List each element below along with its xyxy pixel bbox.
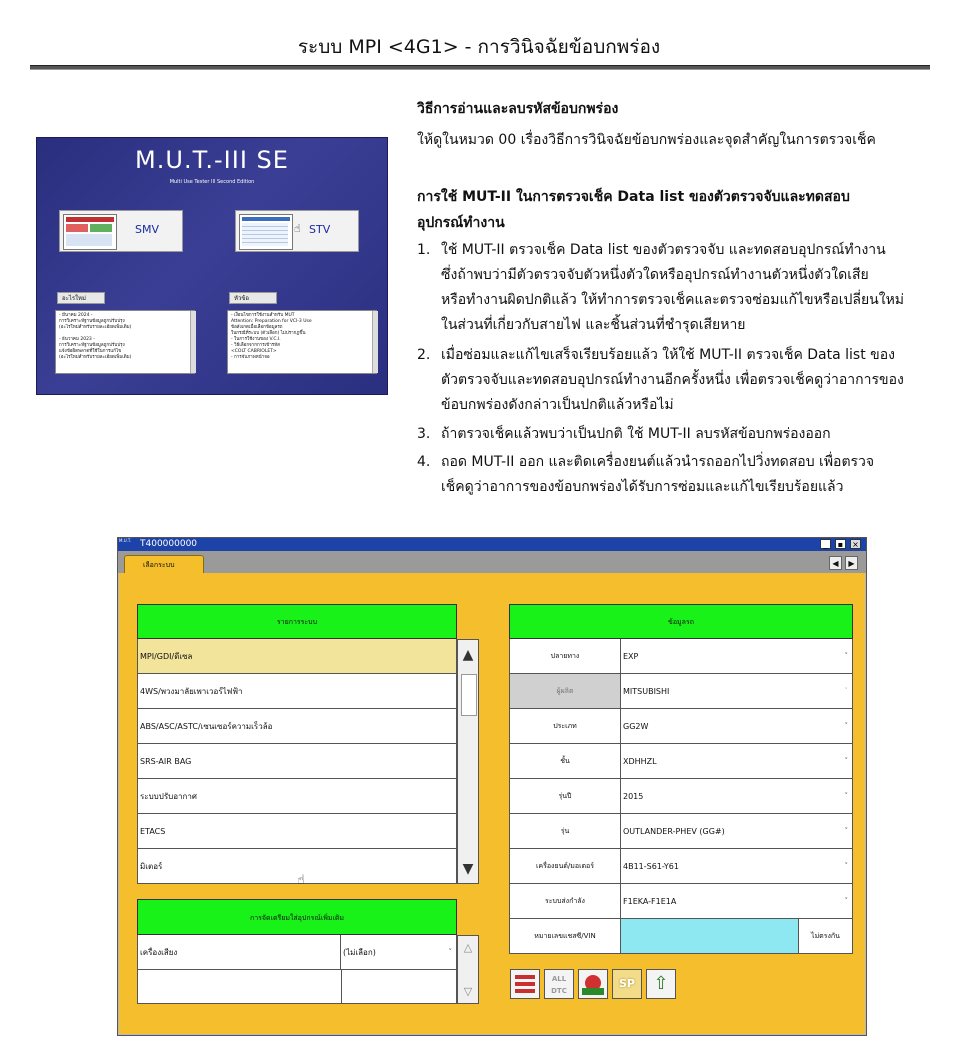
type-value: GG2W <box>623 722 649 731</box>
news-scrollbar[interactable] <box>190 311 196 373</box>
class-select[interactable] <box>621 744 853 779</box>
section1-body: ให้ดูในหมวด 00 เรื่องวิธีการวินิจฉัยข้อบกพร่องและจุดสำคัญในการตรวจเช็ค <box>417 132 876 148</box>
special-function-icon[interactable]: SP <box>612 969 642 999</box>
scroll-down-icon[interactable]: ▽ <box>463 985 473 998</box>
accessory-label: เครื่องเสียง <box>137 935 341 970</box>
upload-icon[interactable]: ⇧ <box>646 969 676 999</box>
accessory-scrollbar[interactable] <box>457 935 479 1004</box>
stv-label: STV <box>309 223 331 236</box>
document-title: ระบบ MPI <4G1> - การวินิจฉัยข้อบกพร่อง <box>297 36 661 58</box>
window-titlebar <box>118 538 866 551</box>
vin-label: หมายเลขแชสซี/VIN <box>509 919 621 954</box>
section2-title-line1: การใช้ MUT-II ในการตรวจเช็ค Data list ของตัวตรวจจับและทดสอบ <box>417 189 850 205</box>
tab-strip <box>118 551 866 573</box>
section1-title: วิธีการอ่านและลบรหัสข้อบกพร่อง <box>417 101 619 117</box>
destination-label: ปลายทาง <box>509 639 621 674</box>
mut-title: M.U.T.-III SE <box>135 146 289 174</box>
tab-prev-arrow-icon[interactable]: ◀ <box>829 556 842 570</box>
manufacturer-label: ผู้ผลิต <box>509 674 621 709</box>
chevron-down-icon: ˅ <box>844 757 848 765</box>
model-select[interactable] <box>621 814 853 849</box>
accessory-select[interactable] <box>341 935 457 970</box>
chevron-down-icon: ˅ <box>844 897 848 905</box>
topics-scrollbar[interactable] <box>372 311 378 373</box>
tab-select-system[interactable]: เลือกระบบ <box>124 555 204 573</box>
step-2-number: 2. <box>417 347 431 363</box>
model-year-label: รุ่นปี <box>509 779 621 814</box>
step-2-line-2: ตัวตรวจจับและทดสอบอุปกรณ์ทำงานอีกครั้งหนึ่ง เพื่อตรวจเช็คดูว่าอาการของ <box>441 372 904 388</box>
smv-thumbnail <box>63 214 117 250</box>
all-dtc-icon[interactable]: ALL DTC <box>544 969 574 999</box>
manufacturer-value: MITSUBISHI <box>623 687 670 696</box>
smv-label: SMV <box>135 223 159 236</box>
system-row-meter[interactable]: มิเตอร์ <box>137 849 457 884</box>
scroll-thumb[interactable] <box>461 674 477 716</box>
accessory-empty-row[interactable] <box>137 970 457 1004</box>
topics-label: หัวข้อ <box>229 292 277 304</box>
system-row-abs[interactable]: ABS/ASC/ASTC/เซนเซอร์ความเร็วล้อ <box>137 709 457 744</box>
destination-select[interactable] <box>621 639 853 674</box>
news-label: อะไรใหม่ <box>57 292 105 304</box>
tab-next-arrow-icon[interactable]: ▶ <box>845 556 858 570</box>
type-select[interactable] <box>621 709 853 744</box>
step-4-number: 4. <box>417 454 431 470</box>
system-row-mpi[interactable]: MPI/GDI/ดีเซล <box>137 639 457 674</box>
manufacturer-select <box>621 674 853 709</box>
close-button[interactable]: × <box>850 539 861 549</box>
minimize-button[interactable]: _ <box>820 539 831 549</box>
mut-splash-screenshot <box>36 137 388 395</box>
chevron-down-icon: ˅ <box>844 652 848 660</box>
step-1-line-4: ในส่วนที่เกี่ยวกับสายไฟ และชิ้นส่วนที่ชำรุดเสียหาย <box>441 317 746 333</box>
stv-thumbnail <box>239 214 293 250</box>
section2-title-line2: อุปกรณ์ทำงาน <box>417 215 505 231</box>
scroll-up-icon[interactable]: ▲ <box>462 647 474 663</box>
engine-value: 4B11-S61-Y61 <box>623 862 679 871</box>
chevron-down-icon: ˅ <box>844 722 848 730</box>
step-2-line-1: เมื่อซ่อมและแก้ไขเสร็จเรียบร้อยแล้ว ให้ใช้ MUT-II ตรวจเช็ค Data list ของ <box>441 347 895 363</box>
step-1-line-1: ใช้ MUT-II ตรวจเช็ค Data list ของตัวตรวจจับ และทดสอบอุปกรณ์ทำงาน <box>441 242 886 258</box>
vehicle-info-header: ข้อมูลรถ <box>509 604 853 639</box>
topics-box[interactable]: - เงื่อนไขการใช้งานสำหรับ MUT Attention: Preparation for VCI-3 Use ข้อสังเกตเมื่อเลือกข้อมูลรถ ในกรณีที่ระบบ (ตัวเลือก) ไม่ปรากฏขึ้น - ในการใช้งานของ V.C.I. - วิธีเลือกจากการเข้ารหัส <COLT CABRIOLET> - การจับภาพหน้าจอ <box>227 310 377 374</box>
model-label: รุ่น <box>509 814 621 849</box>
ecu-reset-icon[interactable] <box>578 969 608 999</box>
system-row-srs[interactable]: SRS-AIR BAG <box>137 744 457 779</box>
chevron-down-icon: ˅ <box>448 948 452 956</box>
accessory-header: การจัดเตรียมใส่อุปกรณ์เพิ่มเติม <box>137 899 457 935</box>
maximize-button[interactable]: ▪ <box>835 539 846 549</box>
network-icon[interactable] <box>510 969 540 999</box>
scroll-up-icon[interactable]: △ <box>463 941 473 954</box>
scroll-down-icon[interactable]: ▼ <box>462 861 474 877</box>
step-4-line-2: เช็คดูว่าอาการของข้อบกพร่องได้รับการซ่อมและแก้ไขเรียบร้อยแล้ว <box>441 479 844 495</box>
stv-button[interactable] <box>235 210 359 252</box>
step-1-number: 1. <box>417 242 431 258</box>
vin-input[interactable] <box>621 919 799 954</box>
chevron-down-icon: ˅ <box>844 687 848 695</box>
system-row-etacs[interactable]: ETACS <box>137 814 457 849</box>
model-year-select[interactable] <box>621 779 853 814</box>
system-list-header: รายการระบบ <box>137 604 457 639</box>
vin-status: ไม่ตรงกัน <box>799 919 853 954</box>
class-value: XDHHZL <box>623 757 657 766</box>
cursor-hand-icon: ☝ <box>297 873 305 888</box>
step-2-line-3: ข้อบกพร่องดังกล่าวเป็นปกติแล้วหรือไม่ <box>441 397 674 413</box>
step-1-line-2: ซึ่งถ้าพบว่ามีตัวตรวจจับตัวหนึ่งตัวใดหรืออุปกรณ์ทำงานตัวหนึ่งตัวใดเสีย <box>441 267 869 283</box>
window-title: T400000000 <box>140 539 198 549</box>
type-label: ประเภท <box>509 709 621 744</box>
transmission-select[interactable] <box>621 884 853 919</box>
app-logo: M.U.T. <box>119 538 132 543</box>
chevron-down-icon: ˅ <box>844 792 848 800</box>
mut-app-window <box>117 537 867 1036</box>
engine-select[interactable] <box>621 849 853 884</box>
step-3-number: 3. <box>417 426 431 442</box>
system-row-aircon[interactable]: ระบบปรับอากาศ <box>137 779 457 814</box>
engine-label: เครื่องยนต์/มอเตอร์ <box>509 849 621 884</box>
transmission-value: F1EKA-F1E1A <box>623 897 677 906</box>
smv-button[interactable] <box>59 210 183 252</box>
step-4-line-1: ถอด MUT-II ออก และติดเครื่องยนต์แล้วนำรถออกไปวิ่งทดสอบ เพื่อตรวจ <box>441 454 875 470</box>
destination-value: EXP <box>623 652 639 661</box>
step-3-line-1: ถ้าตรวจเช็คแล้วพบว่าเป็นปกติ ใช้ MUT-II ลบรหัสข้อบกพร่องออก <box>441 426 831 442</box>
cursor-hand-icon: ☝ <box>294 222 301 235</box>
chevron-down-icon: ˅ <box>844 827 848 835</box>
class-label: ชั้น <box>509 744 621 779</box>
model-year-value: 2015 <box>623 792 644 801</box>
mut-subtitle: Multi Use Tester III Second Edition <box>169 179 255 185</box>
system-row-4ws[interactable]: 4WS/พวงมาลัยเพาเวอร์ไฟฟ้า <box>137 674 457 709</box>
title-divider <box>30 65 930 70</box>
news-box[interactable]: - มีนาคม 2024 - การวิเคราะห์ฐานข้อมูลถูกปรับปรุง (อะไรใหม่สำหรับรายละเอียดเพิ่มเติม) - ธันวาคม 2023 - การวิเคราะห์ฐานข้อมูลถูกปรับปรุง แจ้งข้อผิดพลาดที่ใช้ในการแก้ไข (อะไรใหม่สำหรับรายละเอียดเพิ่มเติม) <box>55 310 195 374</box>
work-area <box>119 573 865 1034</box>
accessory-value: (ไม่เลือก) <box>343 948 376 957</box>
transmission-label: ระบบส่งกำลัง <box>509 884 621 919</box>
chevron-down-icon: ˅ <box>844 862 848 870</box>
model-value: OUTLANDER-PHEV (GG#) <box>623 827 725 836</box>
system-list-scrollbar[interactable] <box>457 639 479 884</box>
step-1-line-3: หรือทำงานผิดปกติแล้ว ให้ทำการตรวจเช็คและตรวจซ่อมแก้ไขหรือเปลี่ยนใหม่ <box>441 292 905 308</box>
